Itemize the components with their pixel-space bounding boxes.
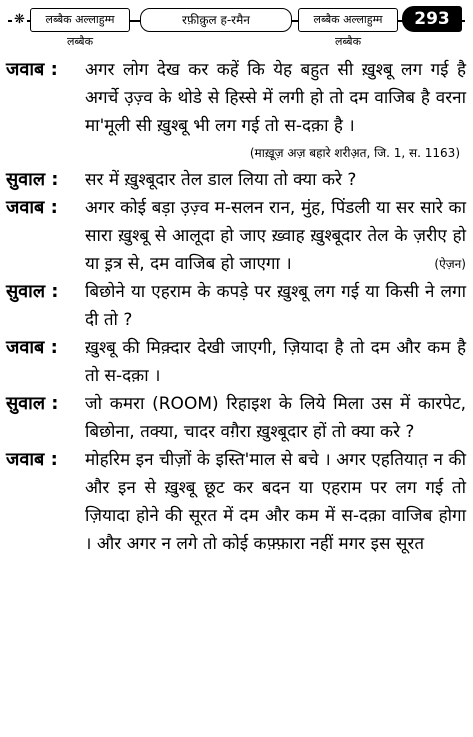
- entry-label: सुवाल :: [6, 281, 59, 302]
- question-entry: [6, 278, 466, 334]
- header-left-box: लब्बैक अल्लाहुम्म लब्बैक: [30, 8, 130, 32]
- entry-label: सुवाल :: [6, 393, 59, 414]
- entry-text: ख़ुश्बू की मिक़्दार देखी जाएगी, ज़ियादा है तो दम और कम है तो स-दक़ा ।: [85, 338, 466, 386]
- answer-entry: [6, 446, 466, 558]
- question-entry: [6, 166, 466, 194]
- ornament-icon: ❋: [14, 12, 25, 27]
- question-entry: [6, 390, 466, 446]
- page-number: 293: [402, 6, 462, 32]
- page-header: [8, 6, 465, 48]
- entry-label: जवाब :: [6, 449, 58, 470]
- page-body: [6, 56, 466, 558]
- answer-entry: [6, 56, 466, 140]
- entry-text-block: [85, 446, 466, 558]
- reference-citation: (माख़ूज़ अज़ बहारे शरीअ़त, जि. 1, स. 1163): [249, 146, 460, 160]
- inline-reference: (ऐज़न): [434, 257, 466, 271]
- entry-label: सुवाल :: [6, 169, 59, 190]
- entry-text-block: [85, 194, 466, 278]
- entry-text: सर में ख़ुश्बूदार तेल डाल लिया तो क्या करे ?: [85, 170, 357, 190]
- answer-entry: [6, 194, 466, 278]
- entry-text: अगर लोग देख कर कहें कि येह बहुत सी ख़ुश्बू लग गई है अगर्चे उ़ज़्व के थोडे से हिस्से में लगी हो तो दम वाजिब है वरना मा'मूली सी ख़ुश्बू भी लग गई तो स-दक़ा है ।: [85, 60, 466, 136]
- answer-entry: [6, 334, 466, 390]
- entry-label: जवाब :: [6, 59, 58, 80]
- entry-text: बिछोने या एहराम के कपड़े पर ख़ुश्बू लग गई या किसी ने लगा दी तो ?: [85, 282, 466, 330]
- running-title: रफ़ीक़ुल ह-रमैन: [140, 8, 292, 32]
- entry-text: अगर कोई बड़ा उ़ज़्व म-सलन रान, मुंह, पिंडली या सर सारे का सारा ख़ुश्बू से आलूदा हो जाए ख़्वाह ख़ुश्बूदार तेल के ज़रीए हो या इ़त्र से, दम वाजिब हो जाएगा ।: [85, 198, 466, 274]
- entry-text-block: [85, 56, 466, 140]
- header-right-box: लब्बैक अल्लाहुम्म लब्बैक: [298, 8, 398, 32]
- entry-text-block: [85, 334, 466, 390]
- entry-text-block: [85, 390, 466, 446]
- entry-text-block: [85, 278, 466, 334]
- entry-label: जवाब :: [6, 337, 58, 358]
- entry-text-block: [85, 166, 466, 194]
- entry-text: जो कमरा (ROOM) रिहाइश के लिये मिला उस में कारपेट, बिछोना, तक्या, चादर वग़ैरा ख़ुश्बूदार हों तो क्या करे ?: [85, 394, 466, 442]
- entry-text: मोहरिम इन चीज़ों के इस्ति'माल से बचे । अगर एहतियात़ न की और इन से ख़ुश्बू छूट कर बदन या एहराम पर लग गई तो ज़ियादा होने की सूरत में दम और कम में स-दक़ा वाजिब होगा । और अगर न लगे तो कोई कफ़्फ़ारा नहीं मगर इस सूरत: [85, 450, 466, 554]
- entry-label: जवाब :: [6, 197, 58, 218]
